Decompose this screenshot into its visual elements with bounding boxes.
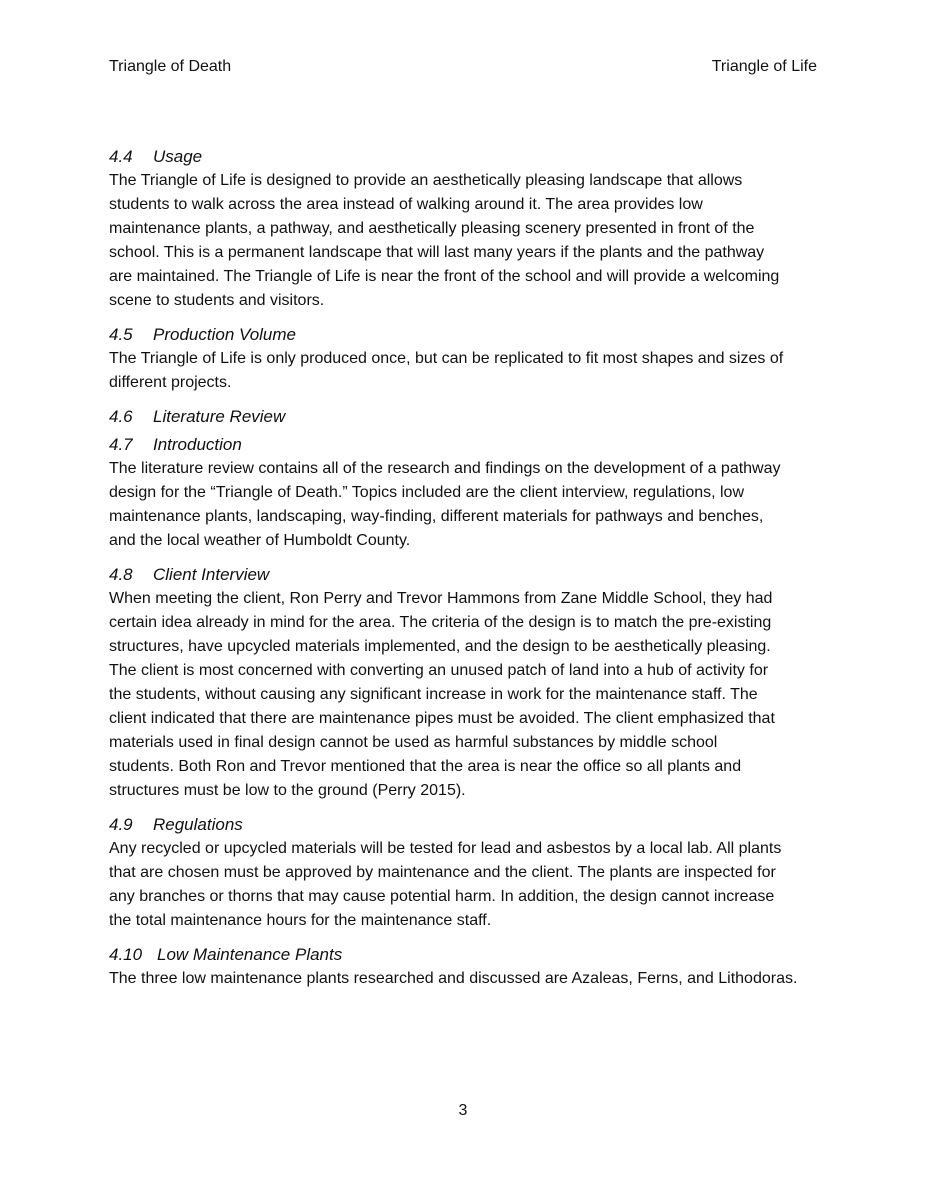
section-title: Literature Review <box>153 407 286 426</box>
section-heading <box>109 145 821 169</box>
paragraph-line: The Triangle of Life is designed to provide an aesthetically pleasing landscape that allows <box>109 172 743 189</box>
paragraph-line: the total maintenance hours for the maintenance staff. <box>109 912 492 929</box>
section-heading <box>109 943 821 967</box>
paragraph-line: are maintained. The Triangle of Life is near the front of the school and will provide a welcoming <box>109 268 780 285</box>
section-title: Low Maintenance Plants <box>157 945 343 964</box>
section-heading <box>109 563 821 587</box>
paragraph-line: The literature review contains all of the research and findings on the development of a pathway <box>109 460 781 477</box>
section-4-10 <box>109 943 821 991</box>
paragraph-line: the students, without causing any significant increase in work for the maintenance staff. The <box>109 686 758 703</box>
section-title: Introduction <box>153 435 242 454</box>
paragraph-line: that are chosen must be approved by maintenance and the client. The plants are inspected for <box>109 864 776 881</box>
paragraph-line: design for the “Triangle of Death.” Topics included are the client interview, regulations, low <box>109 484 745 501</box>
header-right-text: Triangle of Life <box>711 58 817 75</box>
section-number: 4.6 <box>109 407 133 426</box>
paragraph-line: any branches or thorns that may cause potential harm. In addition, the design cannot increase <box>109 888 775 905</box>
section-title: Production Volume <box>153 325 297 344</box>
section-heading <box>109 433 821 457</box>
paragraph-line: structures must be low to the ground (Perry 2015). <box>109 782 466 799</box>
paragraph-line: different projects. <box>109 374 232 391</box>
section-4-9 <box>109 813 821 933</box>
section-number: 4.7 <box>109 435 133 454</box>
paragraph-line: scene to students and visitors. <box>109 292 325 309</box>
paragraph-line: The Triangle of Life is only produced once, but can be replicated to fit most shapes and sizes of <box>109 350 784 367</box>
section-number: 4.9 <box>109 815 133 834</box>
section-number: 4.5 <box>109 325 133 344</box>
paragraph-line: maintenance plants, landscaping, way-finding, different materials for pathways and benches, <box>109 508 764 525</box>
paragraph-line: students to walk across the area instead of walking around it. The area provides low <box>109 196 703 213</box>
section-title: Regulations <box>153 815 243 834</box>
section-number: 4.8 <box>109 565 133 584</box>
paragraph-line: The client is most concerned with converting an unused patch of land into a hub of activity for <box>109 662 769 679</box>
section-4-6 <box>109 405 821 429</box>
section-4-7 <box>109 433 821 553</box>
paragraph-line: materials used in final design cannot be used as harmful substances by middle school <box>109 734 718 751</box>
paragraph-line: client indicated that there are maintenance pipes must be avoided. The client emphasized that <box>109 710 775 727</box>
section-number: 4.10 <box>109 945 143 964</box>
section-4-4 <box>109 145 821 313</box>
paragraph-line: When meeting the client, Ron Perry and Trevor Hammons from Zane Middle School, they had <box>109 590 773 607</box>
header-left-text: Triangle of Death <box>109 58 232 75</box>
section-number: 4.4 <box>109 147 133 166</box>
section-title: Client Interview <box>153 565 270 584</box>
paragraph-line: maintenance plants, a pathway, and aesthetically pleasing scenery presented in front of the <box>109 220 755 237</box>
section-heading <box>109 813 821 837</box>
section-title: Usage <box>153 147 203 166</box>
paragraph-line: and the local weather of Humboldt County. <box>109 532 411 549</box>
section-4-8 <box>109 563 821 803</box>
paragraph-line: school. This is a permanent landscape that will last many years if the plants and the pathway <box>109 244 765 261</box>
paragraph-line: Any recycled or upcycled materials will be tested for lead and asbestos by a local lab. All plants <box>109 840 782 857</box>
section-heading <box>109 405 821 429</box>
section-heading <box>109 323 821 347</box>
paragraph-line: structures, have upcycled materials implemented, and the design to be aesthetically pleasing. <box>109 638 771 655</box>
page-number: 3 <box>458 1102 468 1119</box>
paragraph-line: students. Both Ron and Trevor mentioned that the area is near the office so all plants and <box>109 758 742 775</box>
section-4-5 <box>109 323 821 395</box>
document-body <box>109 145 821 991</box>
paragraph-line: The three low maintenance plants researched and discussed are Azaleas, Ferns, and Lithodoras. <box>109 970 798 987</box>
paragraph-line: certain idea already in mind for the area. The criteria of the design is to match the pre-existing <box>109 614 772 631</box>
